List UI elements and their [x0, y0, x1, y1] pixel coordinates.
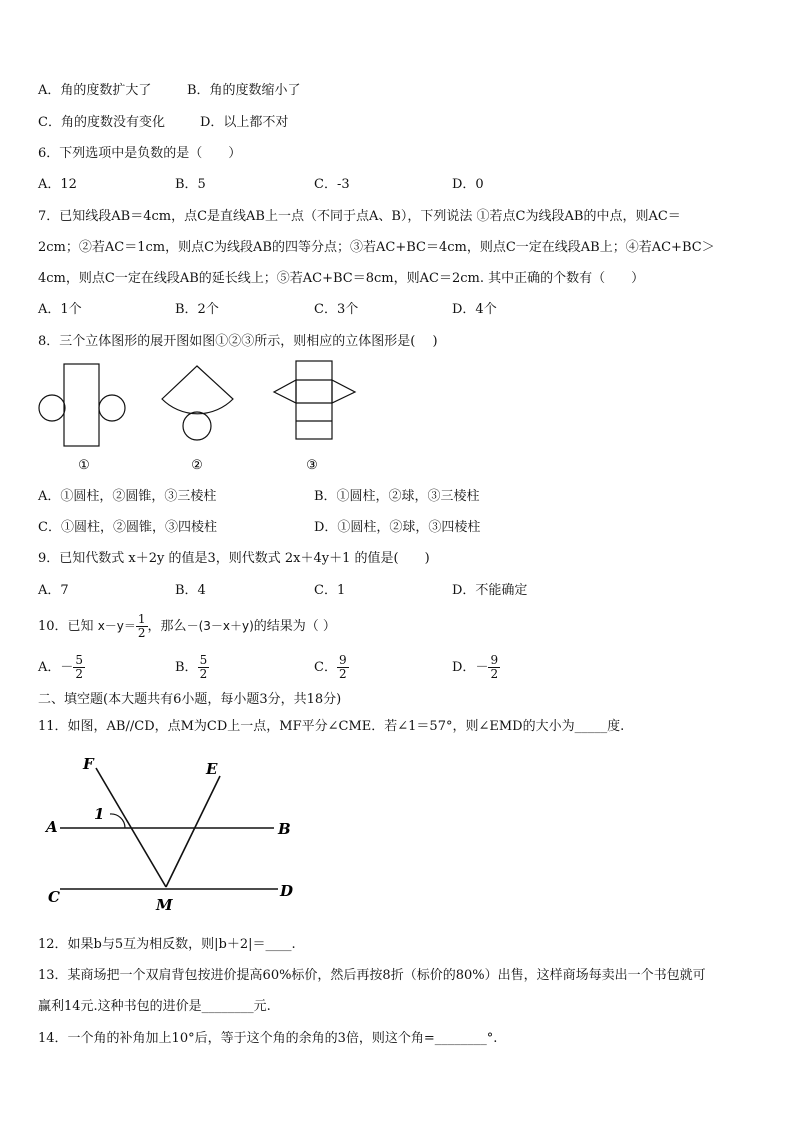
question-7-line-2: 2cm；②若AC＝1cm，则点C为线段AB的四等分点；③若AC+BC＝4cm，则点C一定在线段AB上；④若AC+BC＞: [38, 240, 715, 255]
question-9-stem: 9．已知代数式 x＋2y 的值是3，则代数式 2x＋4y＋1 的值是( ): [38, 551, 430, 566]
question-10-stem: [38, 610, 336, 643]
cylinder-net-rect: [64, 364, 99, 446]
q8-option-d: D．①圆柱，②球，③四棱柱: [314, 520, 481, 535]
q8-option-c: C．①圆柱，②圆锥，③四棱柱: [38, 520, 217, 535]
q7-option-b: B．2个: [175, 302, 219, 317]
question-12: 12．如果b与5互为相反数，则|b＋2|＝____.: [38, 937, 296, 952]
q10-suffix: 的结果为（ ）: [253, 619, 336, 634]
q10-option-b: B． $\frac{5}{2}$: [175, 653, 208, 681]
option-d: D．以上都不对: [200, 115, 289, 130]
cylinder-net-circle-left: [39, 395, 65, 421]
q10-expression-2: －(3－x＋y): [186, 619, 254, 633]
question-7-line-1: 7．已知线段AB＝4cm，点C是直线AB上一点（不同于点A、B），下列说法 ①若点C为线段AB的中点，则AC＝: [38, 209, 681, 224]
fig-label-1: ①: [78, 458, 90, 473]
q10-prefix: 10．已知: [38, 619, 94, 634]
label-e: E: [206, 760, 218, 778]
parallel-lines-figure: [40, 752, 310, 912]
q10-option-a: A．－ $\frac{5}{2}$: [38, 653, 84, 681]
prism-net-rect: [296, 361, 332, 439]
option-b: B．角的度数缩小了: [187, 83, 301, 98]
label-d: D: [280, 882, 294, 900]
q10-option-c: C． $\frac{9}{2}$: [314, 653, 347, 681]
q7-option-a: A．1个: [38, 302, 82, 317]
question-7-line-3: 4cm，则点C一定在线段AB的延长线上；⑤若AC+BC＝8cm，则AC＝2cm. 其中正确的个数有（ ）: [38, 271, 645, 286]
question-14: 14．一个角的补角加上10°后，等于这个角的余角的3倍，则这个角=________°.: [38, 1031, 498, 1046]
angle-1-arc: [110, 814, 125, 828]
label-c: C: [48, 888, 60, 906]
question-11-stem: 11．如图，AB//CD，点M为CD上一点，MF平分∠CME．若∠1＝57°，则∠EMD的大小为_____度.: [38, 719, 625, 734]
cylinder-net-circle-right: [99, 395, 125, 421]
q6-option-c: C．-3: [314, 177, 350, 192]
q8-option-b: B．①圆柱，②球，③三棱柱: [314, 489, 480, 504]
section-heading: 二、填空题(本大题共有6小题，每小题3分，共18分): [38, 692, 342, 707]
q8-option-a: A．①圆柱，②圆锥，③三棱柱: [38, 489, 217, 504]
q10-expression-1: x－y＝: [97, 619, 136, 633]
q7-option-d: D．4个: [452, 302, 497, 317]
q10-middle: ，那么: [147, 619, 187, 634]
cone-net-circle: [183, 412, 211, 440]
q9-option-c: C．1: [314, 583, 346, 598]
label-b: B: [278, 820, 291, 838]
question-13-line-1: 13．某商场把一个双肩背包按进价提高60%标价，然后再按8折（标价的80%）出售，这样商场每卖出一个书包就可: [38, 968, 706, 983]
q9-option-a: A．7: [38, 583, 69, 598]
option-c: C．角的度数没有变化: [38, 115, 165, 130]
q10-fraction: $\frac{1}{2}$: [137, 612, 146, 640]
q9-option-d: D．不能确定: [452, 583, 528, 598]
label-f: F: [83, 755, 94, 773]
nets-figure: [36, 358, 362, 476]
q6-option-a: A．12: [38, 177, 77, 192]
ray-me: [166, 776, 220, 887]
q7-option-c: C．3个: [314, 302, 359, 317]
question-6-stem: 6．下列选项中是负数的是（ ）: [38, 146, 242, 161]
q6-option-b: B．5: [175, 177, 206, 192]
q9-option-b: B．4: [175, 583, 206, 598]
label-angle-1: 1: [94, 805, 105, 823]
fig-label-3: ③: [306, 458, 318, 473]
q6-option-d: D．0: [452, 177, 484, 192]
prism-net-triangle-left: [274, 380, 296, 403]
q10-option-d: D．－ $\frac{9}{2}$: [452, 653, 499, 681]
question-13-line-2: 赢利14元.这种书包的进价是________元.: [38, 999, 271, 1014]
label-m: M: [156, 896, 173, 912]
label-a: A: [46, 818, 58, 836]
prism-net-triangle-right: [332, 380, 355, 403]
cone-net-sector: [162, 366, 233, 414]
option-a: A．角的度数扩大了: [38, 83, 152, 98]
fig-label-2: ②: [191, 458, 203, 473]
question-8-stem: 8．三个立体图形的展开图如图①②③所示，则相应的立体图形是( ): [38, 334, 438, 349]
